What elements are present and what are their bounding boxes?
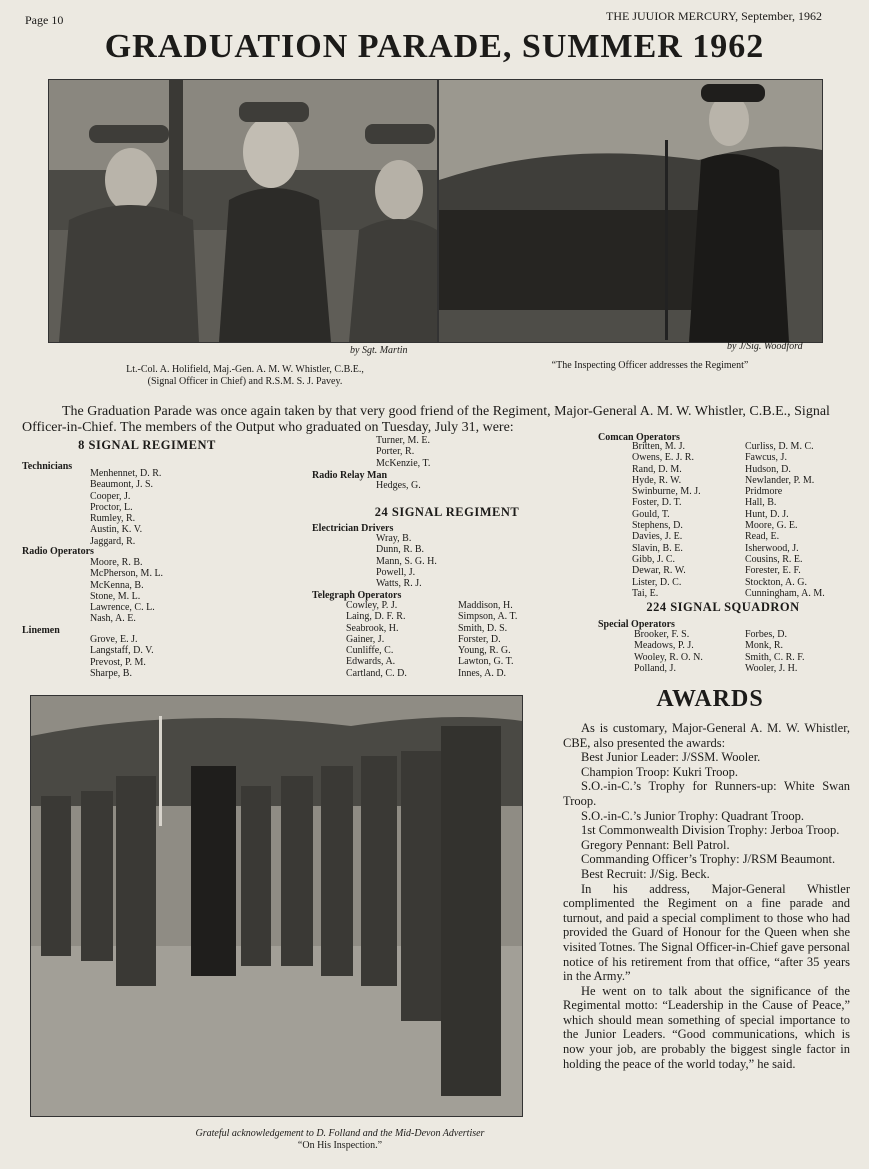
name-item: Cousins, R. E. (745, 553, 803, 565)
special-operators-label: Special Operators (598, 619, 675, 630)
name-item: Hudson, D. (745, 463, 791, 475)
photo-caption-regiment: “The Inspecting Officer addresses the Regiment” (551, 360, 749, 371)
name-item: Menhennet, D. R. (90, 468, 162, 479)
name-item: Wooler, J. H. (745, 662, 798, 674)
awards-paragraph: As is customary, Major-General A. M. W. Whistler, CBE, also presented the awards: (563, 721, 850, 750)
caption-line: (Signal Officer in Chief) and R.S.M. S. J. Pavey. (147, 376, 343, 387)
name-item: Cowley, P. J. (346, 600, 398, 611)
name-item: Hall, B. (745, 497, 777, 509)
caption-line: Grateful acknowledgement to D. Folland and the Mid-Devon Advertiser (195, 1128, 485, 1139)
photo-credit-martin: by Sgt. Martin (350, 345, 408, 356)
name-item: Proctor, L. (90, 501, 133, 513)
name-item: Stone, M. L. (90, 590, 141, 602)
name-item: Monk, R. (745, 640, 784, 652)
photo-credit-woodford: by J/Sig. Woodford (727, 341, 803, 352)
name-item: Sharpe, B. (90, 667, 132, 679)
heading-24-signal-regiment: 24 SIGNAL REGIMENT (374, 505, 520, 519)
name-item: Beaumont, J. S. (90, 479, 154, 491)
name-item: Forbes, D. (745, 629, 787, 640)
name-item: Britten, M. J. (632, 441, 686, 452)
awards-body (563, 721, 850, 1071)
telegraph-operators-label: Telegraph Operators (312, 590, 402, 601)
publication-header: THE JUUIOR MERCURY, September, 1962 (606, 9, 822, 23)
awards-heading: AWARDS (656, 686, 764, 712)
name-item: Watts, R. J. (376, 578, 422, 590)
name-item: Lawton, G. T. (458, 656, 514, 668)
name-item: Smith, D. S. (458, 622, 508, 634)
telegraph-operators-list-a (346, 600, 407, 679)
intro-paragraph: The Graduation Parade was once again taken by that very good friend of the Regiment, Major-General A. M. W. Whistler, C.B.E., Signal Officer-in-Chief. The members of the Output who graduated on Tuesday, July 31, were: (22, 404, 830, 435)
telegraph-operators-list-b (458, 600, 517, 679)
name-item: Read, E. (745, 531, 780, 543)
name-item: Powell, J. (376, 566, 416, 578)
name-item: Lister, D. C. (632, 576, 682, 588)
awards-paragraph: Gregory Pennant: Bell Patrol. (581, 837, 730, 852)
name-item: Newlander, P. M. (745, 474, 815, 486)
name-item: Hunt, D. J. (745, 508, 789, 520)
label-part: Radio Relay (312, 470, 365, 481)
technicians-label: Technicians (22, 461, 73, 472)
name-item: Cunliffe, C. (346, 645, 394, 657)
name-item: Langstaff, D. V. (90, 645, 154, 657)
name-item: Simpson, A. T. (458, 611, 518, 623)
awards-paragraph: S.O.-in-C.’s Trophy for Runners-up: White Swan Troop. (563, 779, 850, 808)
name-item: Stephens, D. (632, 520, 683, 532)
awards-paragraph: S.O.-in-C.’s Junior Trophy: Quadrant Troop. (581, 808, 804, 823)
name-item: Foster, D. T. (632, 497, 682, 509)
comcan-operators-list-a (632, 441, 701, 599)
special-operators-list-b (745, 629, 805, 674)
inspection-photo (30, 695, 523, 1117)
caption-line: “On His Inspection.” (297, 1140, 383, 1151)
comcan-operators-list-b (745, 441, 825, 599)
name-item: Young, R. G. (458, 645, 511, 657)
name-item: Slavin, B. E. (632, 542, 683, 554)
name-item: Owens, E. J. R. (632, 452, 694, 464)
name-item: Nash, A. E. (90, 613, 136, 625)
name-item: Smith, C. R. F. (745, 651, 805, 663)
name-item: Stockton, A. G. (745, 576, 807, 588)
regiment-photo (438, 79, 823, 343)
name-item: Swinburne, M. J. (632, 486, 701, 498)
heading-8-signal-regiment: 8 SIGNAL REGIMENT (78, 438, 216, 452)
name-item: Turner, M. E. (376, 435, 430, 446)
name-item: Moore, R. B. (90, 557, 143, 568)
name-item: Prevost, P. M. (90, 656, 146, 668)
name-item: Curliss, D. M. C. (745, 441, 814, 452)
name-item: Cartland, C. D. (346, 667, 407, 679)
name-item: Brooker, F. S. (634, 629, 690, 640)
name-item: Forster, D. (458, 633, 501, 645)
name-item: Dewar, R. W. (632, 565, 686, 577)
special-operators-list-a (634, 629, 703, 674)
name-item: Davies, J. E. (632, 531, 683, 543)
name-item: Pridmore (745, 486, 783, 498)
awards-paragraph: Commanding Officer’s Trophy: J/RSM Beaumont. (581, 852, 836, 867)
continued-list (376, 435, 430, 469)
radio-operators-list (90, 557, 163, 625)
name-item: Cooper, J. (90, 490, 131, 502)
radio-relay-list (376, 480, 421, 491)
awards-paragraph: 1st Commonwealth Division Trophy: Jerboa Troop. (581, 823, 840, 838)
caption-line: Lt.-Col. A. Holifield, Maj.-Gen. A. M. W. Whistler, C.B.E., (126, 364, 364, 375)
name-item: Mann, S. G. H. (376, 555, 437, 567)
name-item: Laing, D. F. R. (346, 611, 406, 623)
name-item: Wooley, R. O. N. (634, 651, 703, 663)
name-item: Grove, E. J. (90, 634, 138, 645)
awards-paragraph: He went on to talk about the significance of the Regimental motto: “Leadership in the Cause of Peace,” which should mean something of special importance to the Junior Leaders. “Good communications, which is now your job, are probably the biggest single factor in holding the peace of the world today,” he said. (563, 983, 850, 1071)
awards-paragraph: In his address, Major-General Whistler complimented the Regiment on a fine parade and turnout, and paid a special compliment to those who had provided the Guard of Honour for the Queen when she visited Totnes. The Signal Officer-in-Chief gave personal notice of his retirement from that office, “after 35 years in the Army.” (563, 881, 850, 984)
heading-224-signal-squadron: 224 SIGNAL SQUADRON (646, 600, 800, 614)
name-item: Lawrence, C. L. (90, 602, 155, 614)
linemen-list (90, 634, 154, 679)
name-item: Moore, G. E. (745, 520, 798, 532)
linemen-label: Linemen (22, 625, 60, 636)
name-item: Hyde, R. W. (632, 474, 682, 486)
electrician-drivers-list (376, 533, 437, 589)
photo-caption-inspection (150, 1128, 530, 1152)
name-item: Seabrook, H. (346, 622, 399, 634)
name-item: Tai, E. (632, 587, 659, 599)
page-title: GRADUATION PARADE, SUMMER 1962 (104, 28, 765, 65)
label-part: Man (367, 470, 387, 481)
name-item: Austin, K. V. (90, 524, 143, 536)
electrician-drivers-label: Electrician Drivers (312, 523, 394, 534)
photo-caption-officers (90, 364, 400, 388)
name-item: Isherwood, J. (745, 542, 799, 554)
awards-paragraph: Best Recruit: J/Sig. Beck. (581, 866, 710, 881)
name-item: Maddison, H. (458, 600, 513, 611)
comcan-operators-label: Comcan Operators (598, 432, 680, 443)
name-item: Meadows, P. J. (634, 640, 694, 652)
page-number: Page 10 (25, 13, 64, 27)
name-item: Rumley, R. (90, 513, 136, 525)
name-item: Gibb, J. C. (632, 553, 676, 565)
name-item: Rand, D. M. (632, 463, 682, 475)
name-item: Fawcus, J. (745, 452, 787, 464)
name-item: Wray, B. (376, 533, 412, 544)
awards-paragraph: Best Junior Leader: J/SSM. Wooler. (581, 750, 761, 765)
name-item: Dunn, R. B. (376, 544, 425, 556)
awards-paragraph: Champion Troop: Kukri Troop. (581, 764, 738, 779)
name-item: McKenna, B. (90, 579, 144, 591)
name-item: Polland, J. (634, 662, 676, 674)
name-item: McPherson, M. L. (90, 568, 164, 580)
name-item: Gould, T. (632, 508, 670, 520)
name-item: Hedges, G. (376, 480, 421, 491)
name-item: Gainer, J. (346, 633, 385, 645)
name-item: Porter, R. (376, 446, 415, 458)
radio-operators-label: Radio Operators (22, 546, 94, 557)
name-item: Innes, A. D. (458, 667, 507, 679)
name-item: Jaggard, R. (90, 535, 136, 547)
name-item: Edwards, A. (346, 656, 396, 668)
name-item: Forester, E. F. (745, 565, 801, 577)
name-item: McKenzie, T. (376, 457, 431, 469)
officers-photo (48, 79, 438, 343)
name-item: Cunningham, A. M. (745, 587, 825, 599)
technicians-list (90, 468, 161, 547)
